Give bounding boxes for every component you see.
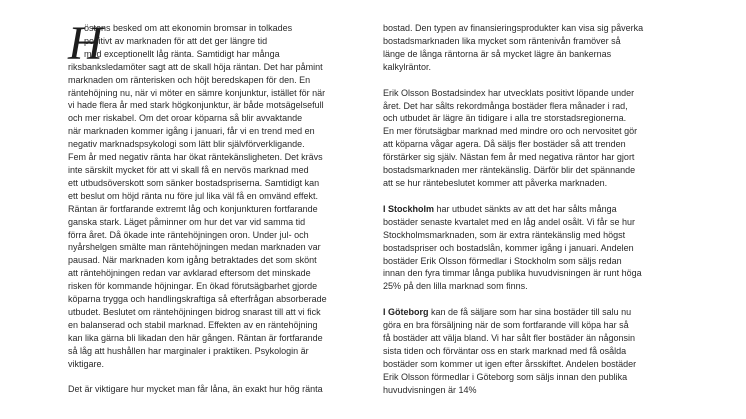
text-line: och utbudet är lägre än tidigare i alla tre storstadsregionerna. <box>383 113 627 124</box>
text-line: en balanserad och stabil marknad. Effekten av en räntehöjning <box>68 319 318 330</box>
text-line: kalkylräntor. <box>383 61 432 72</box>
text-line: innan den fyra timmar långa publika huvudvisningen är runt höga <box>383 268 642 279</box>
text-line: göra en bra försäljning när de som fortfarande vill köpa har så <box>383 320 629 331</box>
text-line: att köparna vågar agera. Då säljs fler bostäder så att trenden <box>383 139 626 150</box>
paragraph-gap <box>383 190 683 203</box>
text-line: bostäder senaste kvartalet med en låg andel osålt. Vi får se hur <box>383 216 635 227</box>
text-line: utbudet. Beslutet om räntehöjningen bidrog snarast till att vi fick <box>68 306 321 317</box>
text-line: bostäder Erik Olsson förmedlar i Stockholm som säljs redan <box>383 255 622 266</box>
text-line: att se hur räntebeslutet kommer att påverka marknaden. <box>383 177 608 188</box>
text-line: bostäder som kommer ut igen efter årsskiftet. Andelen bostäder <box>383 358 637 369</box>
text-line <box>383 306 683 319</box>
text-line: när marknaden kommer igång i januari, får vi en trend med en <box>68 126 315 137</box>
text-line: negativ marknadspsykologi som lätt blir självförverkligande. <box>68 139 305 150</box>
right-paragraph-1 <box>383 22 683 74</box>
text-line: bostadsmarknaden mer räntekänslig. Därför blir det spännande <box>383 165 636 176</box>
text-line: att räntehöjningen redan var avklarad eftersom det minskade <box>68 268 311 279</box>
text-line: huvudvisningen är 14% <box>383 384 477 395</box>
text-line: förstärker sig själv. Nästan fem år med negativa räntor har gjort <box>383 152 635 163</box>
text-line: vi hade flera år med stark högkonjunktur, är både motsägelsefull <box>68 100 324 111</box>
text-line: bostad. Den typen av finansieringsprodukter kan visa sig påverka <box>383 23 644 33</box>
text-line: länge de långa räntorna är så mycket lägre än bankernas <box>383 48 612 59</box>
text-line: riksbanksledamöter sagt att de skall höja räntan. Det har påmint <box>68 61 323 72</box>
text-line: kan lika gärna bli likadan den här gången. Räntan är fortfarande <box>68 332 323 343</box>
goteborg-paragraph <box>383 306 683 396</box>
text-line: östens besked om att ekonomin bromsar in tolkades <box>84 23 293 33</box>
text-line: 25% på den lilla marknad som finns. <box>383 281 528 292</box>
text-line: sista tiden och förväntar oss en stark marknad med få osålda <box>383 345 627 356</box>
text-line: risken för kommande höjningar. En ökad förutsägbarhet gjorde <box>68 281 318 292</box>
text-line: Stockholmsmarknaden, som är extra räntekänslig med högst <box>383 229 626 240</box>
text-line: inte särskilt mycket för att vi skall få en nervös marknad med <box>68 164 309 175</box>
text-line: räntehöjning nu, när vi möter en sämre konjunktur, istället för när <box>68 87 326 98</box>
text-line: så låg att hushållen har marginaler i praktiken. Psykologin är <box>68 345 309 356</box>
text-line: köparna trygga och handlingskraftiga så efterfrågan absorberade <box>68 294 327 305</box>
drop-cap-letter: H <box>68 17 103 70</box>
text-line: året. Det har sålts rekordmånga bostäder flera månader i rad, <box>383 100 628 111</box>
text-line: Det är viktigare hur mycket man får låna, än exakt hur hög ränta <box>68 384 323 395</box>
text-run: kan de få säljare som har sina bostäder till salu nu <box>428 307 632 318</box>
text-line: positivt av marknaden för att det ger längre tid <box>84 35 268 46</box>
right-paragraph-2 <box>383 87 683 190</box>
text-line: få bostäder att välja bland. Vi har sålt fler bostäder än någonsin <box>383 333 635 344</box>
text-line: marknaden om ränterisken och höjt beredskapen för den. En <box>68 74 311 85</box>
text-line: Fem år med negativ ränta har ökat räntekänsligheten. Det krävs <box>68 152 323 163</box>
stockholm-paragraph <box>383 203 683 293</box>
left-column <box>68 17 360 396</box>
text-line: Erik Olsson förmedlar i Göteborg som säljs innan den publika <box>383 371 628 382</box>
left-paragraph-2 <box>68 383 360 396</box>
stockholm-heading: I Stockholm <box>383 203 435 214</box>
paragraph-gap <box>68 370 360 383</box>
text-line: förra året. Då ökade inte räntehöjningen oron. Under jul- och <box>68 229 309 240</box>
right-column <box>383 22 683 397</box>
text-line: En mer förutsägbar marknad med mindre oro och nervositet gör <box>383 126 638 137</box>
text-line: med exceptionellt låg ränta. Samtidigt har många <box>84 48 280 59</box>
text-line: Erik Olsson Bostadsindex har utvecklats positivt löpande under <box>383 87 635 98</box>
paragraph-gap <box>383 74 683 87</box>
goteborg-heading: I Göteborg <box>383 307 429 318</box>
text-run: har utbudet sänkts av att det har sålts många <box>434 203 617 214</box>
text-line: nyårshelgen smälte man räntehöjningen medan marknaden var <box>68 242 321 253</box>
text-line: bostadspriser och bostadslån, kommer igång i januari. Andelen <box>383 242 634 253</box>
text-line: ett beslut om höjd ränta nu före jul lika väl få en omvänd effekt. <box>68 190 318 201</box>
text-line: pausad. När marknaden kom igång betraktades det som skönt <box>68 255 317 266</box>
paragraph-gap <box>383 293 683 306</box>
text-line <box>383 203 683 216</box>
left-paragraph-1 <box>68 61 360 371</box>
text-line: ett utbudsöverskott som sänker bostadspriserna. Samtidigt kan <box>68 177 320 188</box>
text-line: Räntan är fortfarande extremt låg och konjunkturen fortfarande <box>68 203 318 214</box>
text-line: och mer riskabel. Om det oroar köparna så blir avvaktande <box>68 113 303 124</box>
text-line: ganska stark. Läget påminner om hur det var vid samma tid <box>68 216 306 227</box>
text-line: bostadsmarknaden lika mycket som räntenivån framöver så <box>383 35 621 46</box>
text-line: viktigare. <box>68 358 105 369</box>
